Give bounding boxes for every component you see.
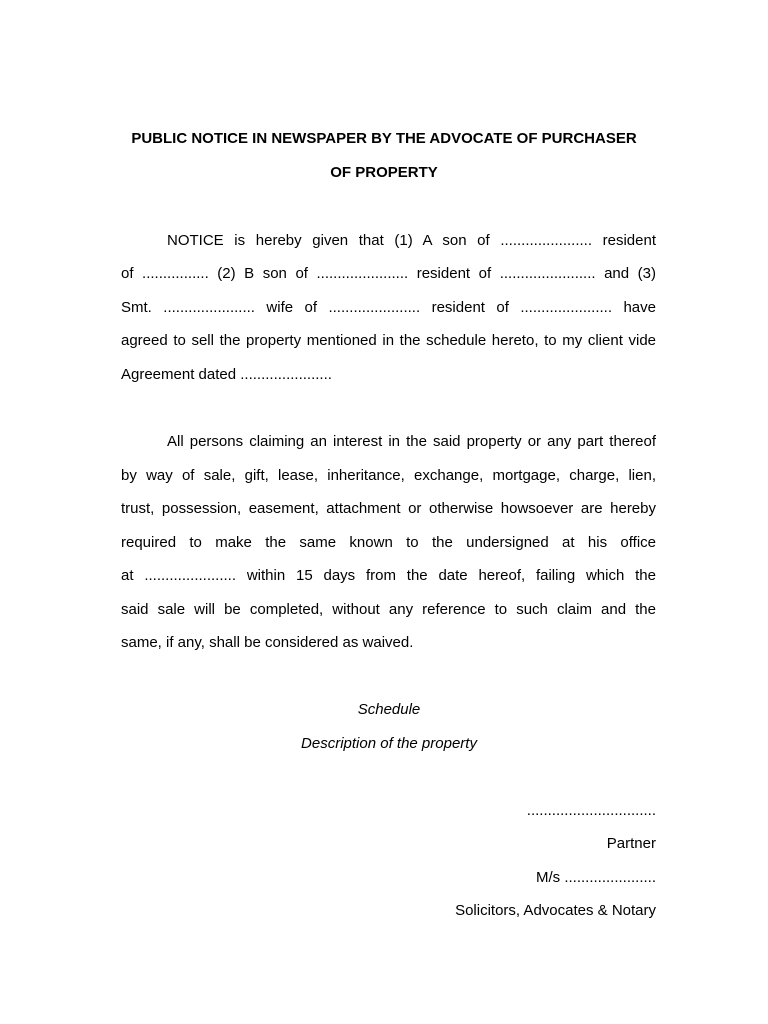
schedule-heading: Schedule — [357, 701, 421, 718]
paragraph-1-line: NOTICE is hereby given that (1) A son of ...................... resident — [167, 232, 656, 249]
notice-title-line-1: PUBLIC NOTICE IN NEWSPAPER BY THE ADVOCATE OF PURCHASER — [131, 130, 637, 147]
paragraph-1-line: Agreement dated ...................... — [121, 366, 332, 383]
paragraph-2-line: trust, possession, easement, attachment or otherwise howsoever are hereby — [121, 500, 656, 517]
paragraph-2-line: All persons claiming an interest in the said property or any part thereof — [167, 433, 656, 450]
signature-line: ............................... — [526, 802, 656, 819]
paragraph-1-line: of ................ (2) B son of ...................... resident of ....................... and (3) — [121, 265, 656, 282]
paragraph-2-line: required to make the same known to the undersigned at his office — [121, 534, 656, 551]
paragraph-2-line: at ...................... within 15 days from the date hereof, failing which the — [121, 567, 656, 584]
signatory-role: Partner — [606, 835, 656, 852]
paragraph-1-line: agreed to sell the property mentioned in the schedule hereto, to my client vide — [121, 332, 656, 349]
paragraph-2-line: said sale will be completed, without any reference to such claim and the — [121, 601, 656, 618]
paragraph-1-line: Smt. ...................... wife of ...................... resident of ...................... have — [121, 299, 656, 316]
paragraph-2-line: same, if any, shall be considered as waived. — [121, 634, 414, 651]
schedule-subheading: Description of the property — [301, 735, 477, 752]
firm-name: M/s ...................... — [535, 869, 656, 886]
firm-designation: Solicitors, Advocates & Notary — [455, 902, 656, 919]
notice-title-line-2: OF PROPERTY — [330, 164, 438, 181]
paragraph-2-line: by way of sale, gift, lease, inheritance, exchange, mortgage, charge, lien, — [121, 467, 656, 484]
